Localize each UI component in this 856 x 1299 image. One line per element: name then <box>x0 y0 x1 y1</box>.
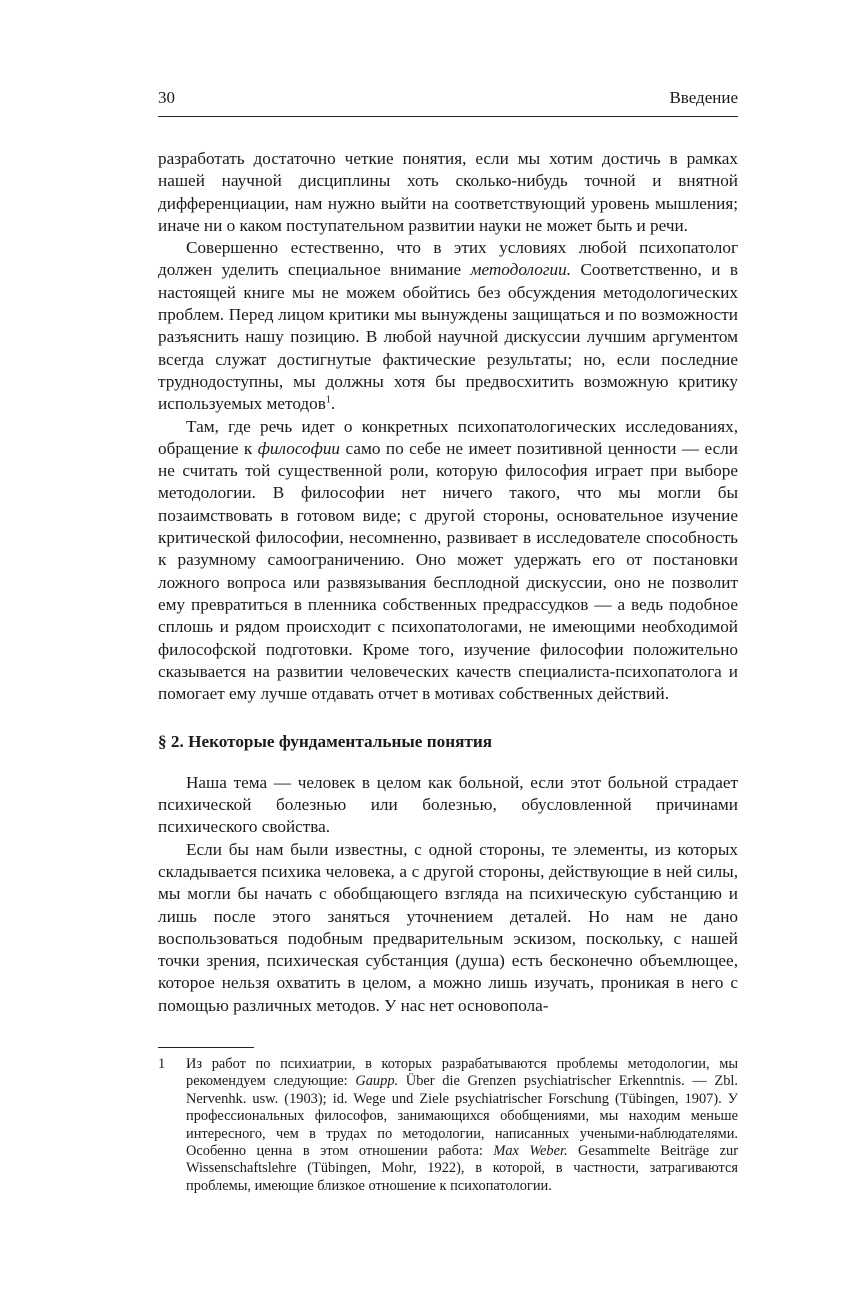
emphasis: Max Weber. <box>493 1143 568 1160</box>
text-run: Из работ по психиатрии, в которых разрабатываются проблемы методологии, мы рекомендуем следующие: <box>186 1055 738 1090</box>
paragraph: Если бы нам были известны, с одной стороны, те элементы, из которых складывается психика человека, а с другой стороны, действующие в ней силы, мы могли бы начать с обобщающего взгляда на психическую субстанцию и лишь после этого заняться уточнением деталей. Но нам не дано воспользоваться подобным предварительным эскизом, поскольку, с нашей точки зрения, психическая субстанция (душа) есть бесконечно объемлющее, которое нельзя охватить в целом, а можно лишь изучать, проникая в него с помощью различных методов. У нас нет основопола- <box>158 839 738 1015</box>
emphasis: Gaupp. <box>355 1073 399 1090</box>
paragraph <box>158 416 738 706</box>
footnote-rule <box>158 1047 254 1048</box>
section-heading: § 2. Некоторые фундаментальные понятия <box>158 732 493 752</box>
paragraph: Наша тема — человек в целом как больной, если этот больной страдает психической болезнью или болезнью, обусловленной причинами психического свойства. <box>158 772 738 837</box>
paragraph: разработать достаточно четкие понятия, если мы хотим достичь в рамках нашей научной дисциплины хоть сколько-нибудь точной и внятной дифференциации, нам нужно выйти на соответствующий уровень мышления; иначе ни о каком поступательном развитии науки не может быть и речи. <box>158 149 738 235</box>
emphasis: методологии. <box>470 260 572 280</box>
text-run: Über die Grenzen psychiatrischer Erkenntnis. — Zbl. Nervenhk. usw. (1903); id. Wege und Ziele psychiatrischer Forschung (Tübingen, 1907). У профессиональных философов, занимающихся обобщениями, мы находим меньше интересного, чем в трудах по методологии, написанных учеными-наблюдателями. Особенно ценна в этом отношении работа: <box>186 1073 738 1160</box>
footnote-text <box>186 1056 738 1195</box>
text-run: Там, где речь идет о конкретных психопатологических исследованиях, обращение к <box>158 416 738 458</box>
text-run: Соответственно, и в настоящей книге мы не можем обойтись без обсуждения методологических проблем. Перед лицом критики мы вынуждены защищаться и по возможности разъяснить нашу позицию. В любой научной дискуссии лучшим аргументом всегда служат достигнутые фактические результаты; но, если последние труднодоступны, мы должны хотя бы предвосхитить возможную критику используемых методов <box>158 260 738 414</box>
running-title: Введение <box>669 88 738 107</box>
paragraph <box>158 237 738 415</box>
footnote-number: 1 <box>158 1055 166 1072</box>
book-page <box>158 88 738 1195</box>
emphasis: философии <box>257 438 341 458</box>
text-run: Совершенно естественно, что в этих условиях любой психопатолог должен уделить специальное внимание <box>158 238 738 280</box>
footnote-ref[interactable]: 1 <box>325 394 331 406</box>
running-header <box>158 88 738 112</box>
header-rule <box>158 116 738 117</box>
main-text <box>158 148 738 1017</box>
page-number: 30 <box>158 88 175 107</box>
footnote <box>158 1056 738 1195</box>
text-run: . <box>330 394 336 414</box>
text-run: Gesammelte Beiträge zur Wissenschaftslehre (Tübingen, Mohr, 1922), в которой, в частности, затрагиваются проблемы, имеющие близкое отношение к психопатологии. <box>186 1143 738 1194</box>
text-run: само по себе не имеет позитивной ценности — если не считать той существенной роли, которую философия играет при выборе методологии. В философии нет ничего такого, что мы могли бы позаимствовать в готовом виде; с другой стороны, основательное изучение критической философии, несомненно, развивает в исследователе способность к разумному самоограничению. Оно может удержать его от постановки ложного вопроса или развязывания бесплодной дискуссии, оно не позволит ему превратиться в пленника собственных предрассудков — а ведь подобное сплошь и рядом происходит с психопатологами, не имеющими необходимой философской подготовки. Кроме того, изучение философии положительно сказывается на развитии человеческих качеств специалиста-психопатолога и помогает ему лучше отдавать отчет в мотивах собственных действий. <box>158 438 738 704</box>
